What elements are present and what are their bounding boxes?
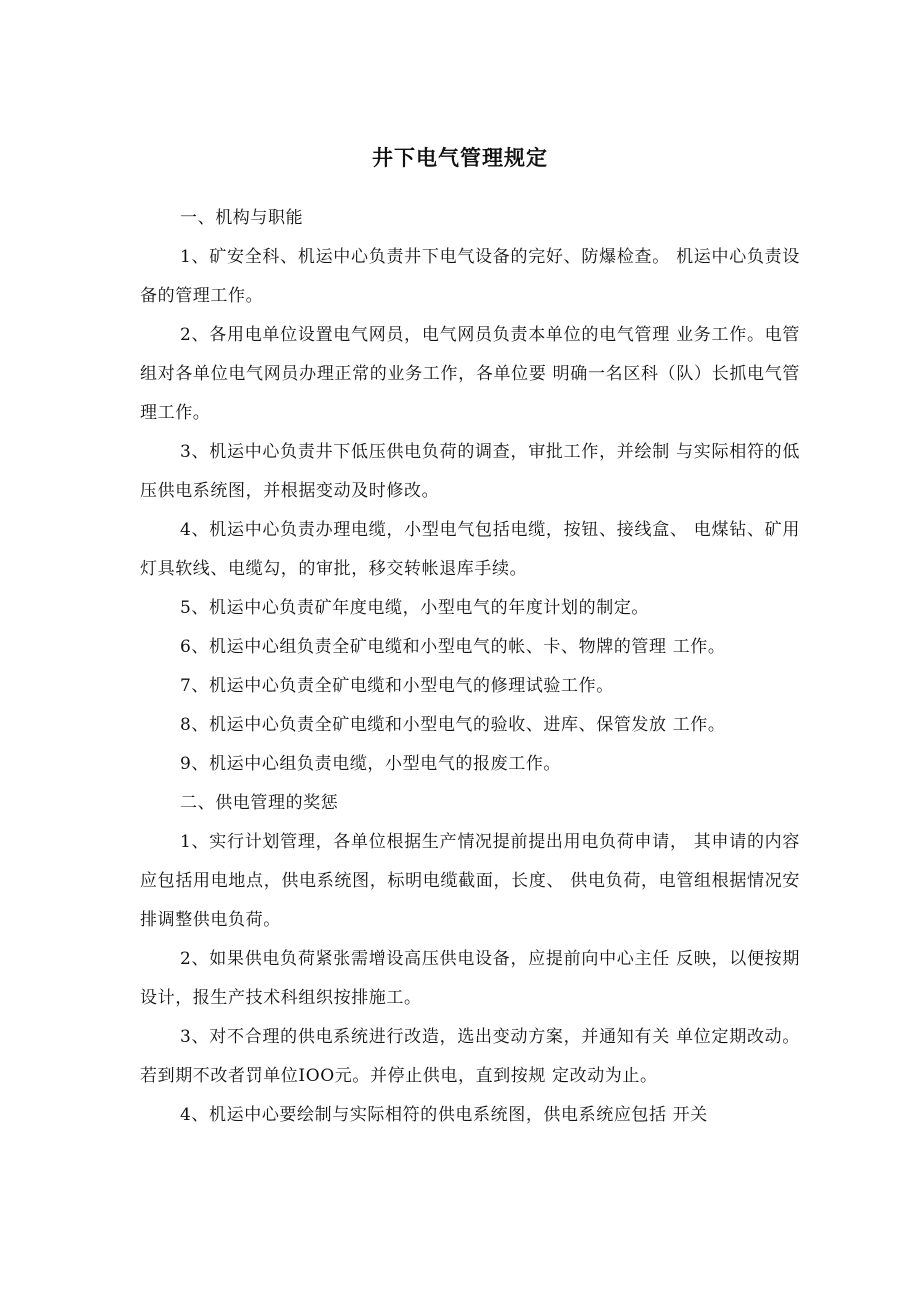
clause-1-1: 1、矿安全科、机运中心负责井下电气设备的完好、防爆检查。 机运中心负责设备的管理工作。 xyxy=(140,247,800,306)
clause-2-2: 2、如果供电负荷紧张需增设高压供电设备，应提前向中心主任 反映，以便按期设计，报生产技术科组织按排施工。 xyxy=(140,949,800,1008)
clause-2-1: 1、实行计划管理，各单位根据生产情况提前提出用电负荷申请， 其申请的内容应包括用电地点，供电系统图，标明电缆截面，长度、 供电负荷，电管组根据情况安排调整供电负荷。 xyxy=(140,832,800,930)
clause-1-3: 3、机运中心负责井下低压供电负荷的调查，审批工作，并绘制 与实际相符的低压供电系统图，并根据变动及时修改。 xyxy=(140,442,800,501)
clause-1-8: 8、机运中心负责全矿电缆和小型电气的验收、进库、保管发放 工作。 xyxy=(180,715,726,735)
clause-2-4: 4、机运中心要绘制与实际相符的供电系统图，供电系统应包括 开关 xyxy=(180,1105,708,1125)
clause-1-4: 4、机运中心负责办理电缆，小型电气包括电缆，按钮、接线盒、 电煤钻、矿用灯具软线、电缆勾，的审批，移交转帐退库手续。 xyxy=(140,520,800,579)
document-title: 井下电气管理规定 xyxy=(372,146,548,170)
section-heading: 一、机构与职能 xyxy=(180,208,304,228)
clause-1-7: 7、机运中心负责全矿电缆和小型电气的修理试验工作。 xyxy=(180,676,614,696)
section-heading: 二、供电管理的奖惩 xyxy=(180,793,339,813)
clause-2-3: 3、对不合理的供电系统进行改造，选出变动方案，并通知有关 单位定期改动。若到期不改者罚单位IOO元。并停止供电，直到按规 定改动为止。 xyxy=(140,1027,800,1086)
clause-1-9: 9、机运中心组负责电缆，小型电气的报废工作。 xyxy=(180,754,562,774)
clause-1-6: 6、机运中心组负责全矿电缆和小型电气的帐、卡、物牌的管理 工作。 xyxy=(180,637,726,657)
clause-1-2: 2、各用电单位设置电气网员，电气网员负责本单位的电气管理 业务工作。电管组对各单位电气网员办理正常的业务工作，各单位要 明确一名区科（队）长抓电气管理工作。 xyxy=(140,325,800,423)
clause-1-5: 5、机运中心负责矿年度电缆，小型电气的年度计划的制定。 xyxy=(180,598,650,618)
document-body xyxy=(140,199,800,1135)
